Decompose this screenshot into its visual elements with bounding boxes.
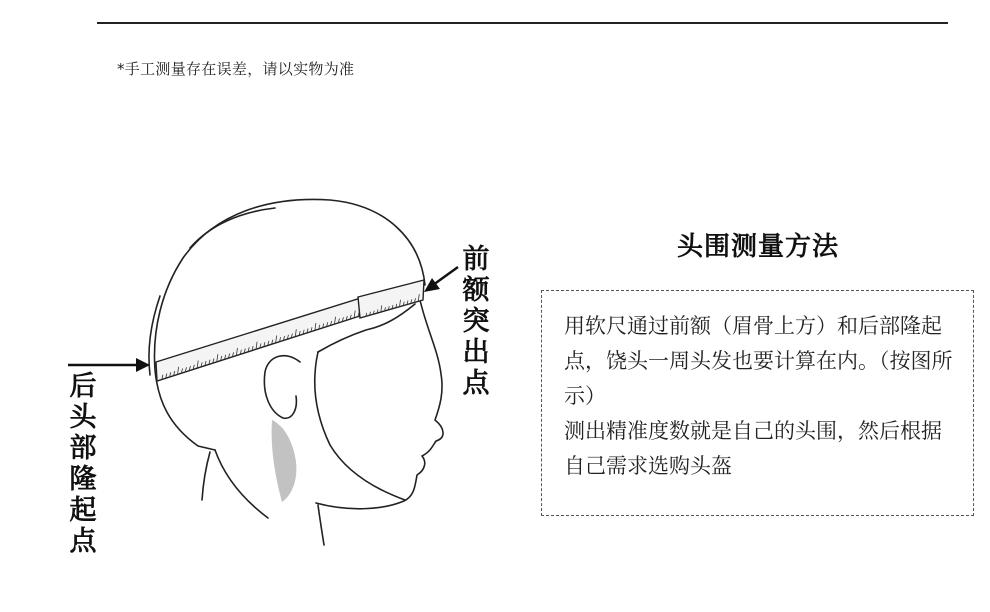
front-forehead-label: 前额突出点 (462, 244, 490, 399)
neck-front (318, 505, 324, 545)
neck-back (215, 450, 268, 518)
measurement-disclaimer: *手工测量存在误差，请以实物为准 (117, 60, 355, 78)
front-arrow-icon (424, 267, 458, 292)
method-instructions-box (541, 290, 974, 516)
method-title: 头围测量方法 (676, 232, 839, 262)
neck-rear (202, 452, 210, 500)
measuring-tape-icon (156, 280, 424, 381)
back-arrow-icon (68, 358, 150, 372)
hair-strand (190, 208, 275, 248)
neck-shadow (272, 420, 297, 502)
face-profile (316, 300, 443, 509)
method-paragraph-2: 测出精准度数就是自己的头围，然后根据自己需求选购头盔 (564, 419, 942, 478)
ear (264, 356, 300, 419)
jaw-line (315, 352, 405, 500)
method-paragraph-1: 用软尺通过前额（眉骨上方）和后部隆起点，饶头一周头发也要计算在内。（按图所示） (564, 314, 953, 408)
back-head-label: 后头部隆起点 (69, 371, 97, 557)
